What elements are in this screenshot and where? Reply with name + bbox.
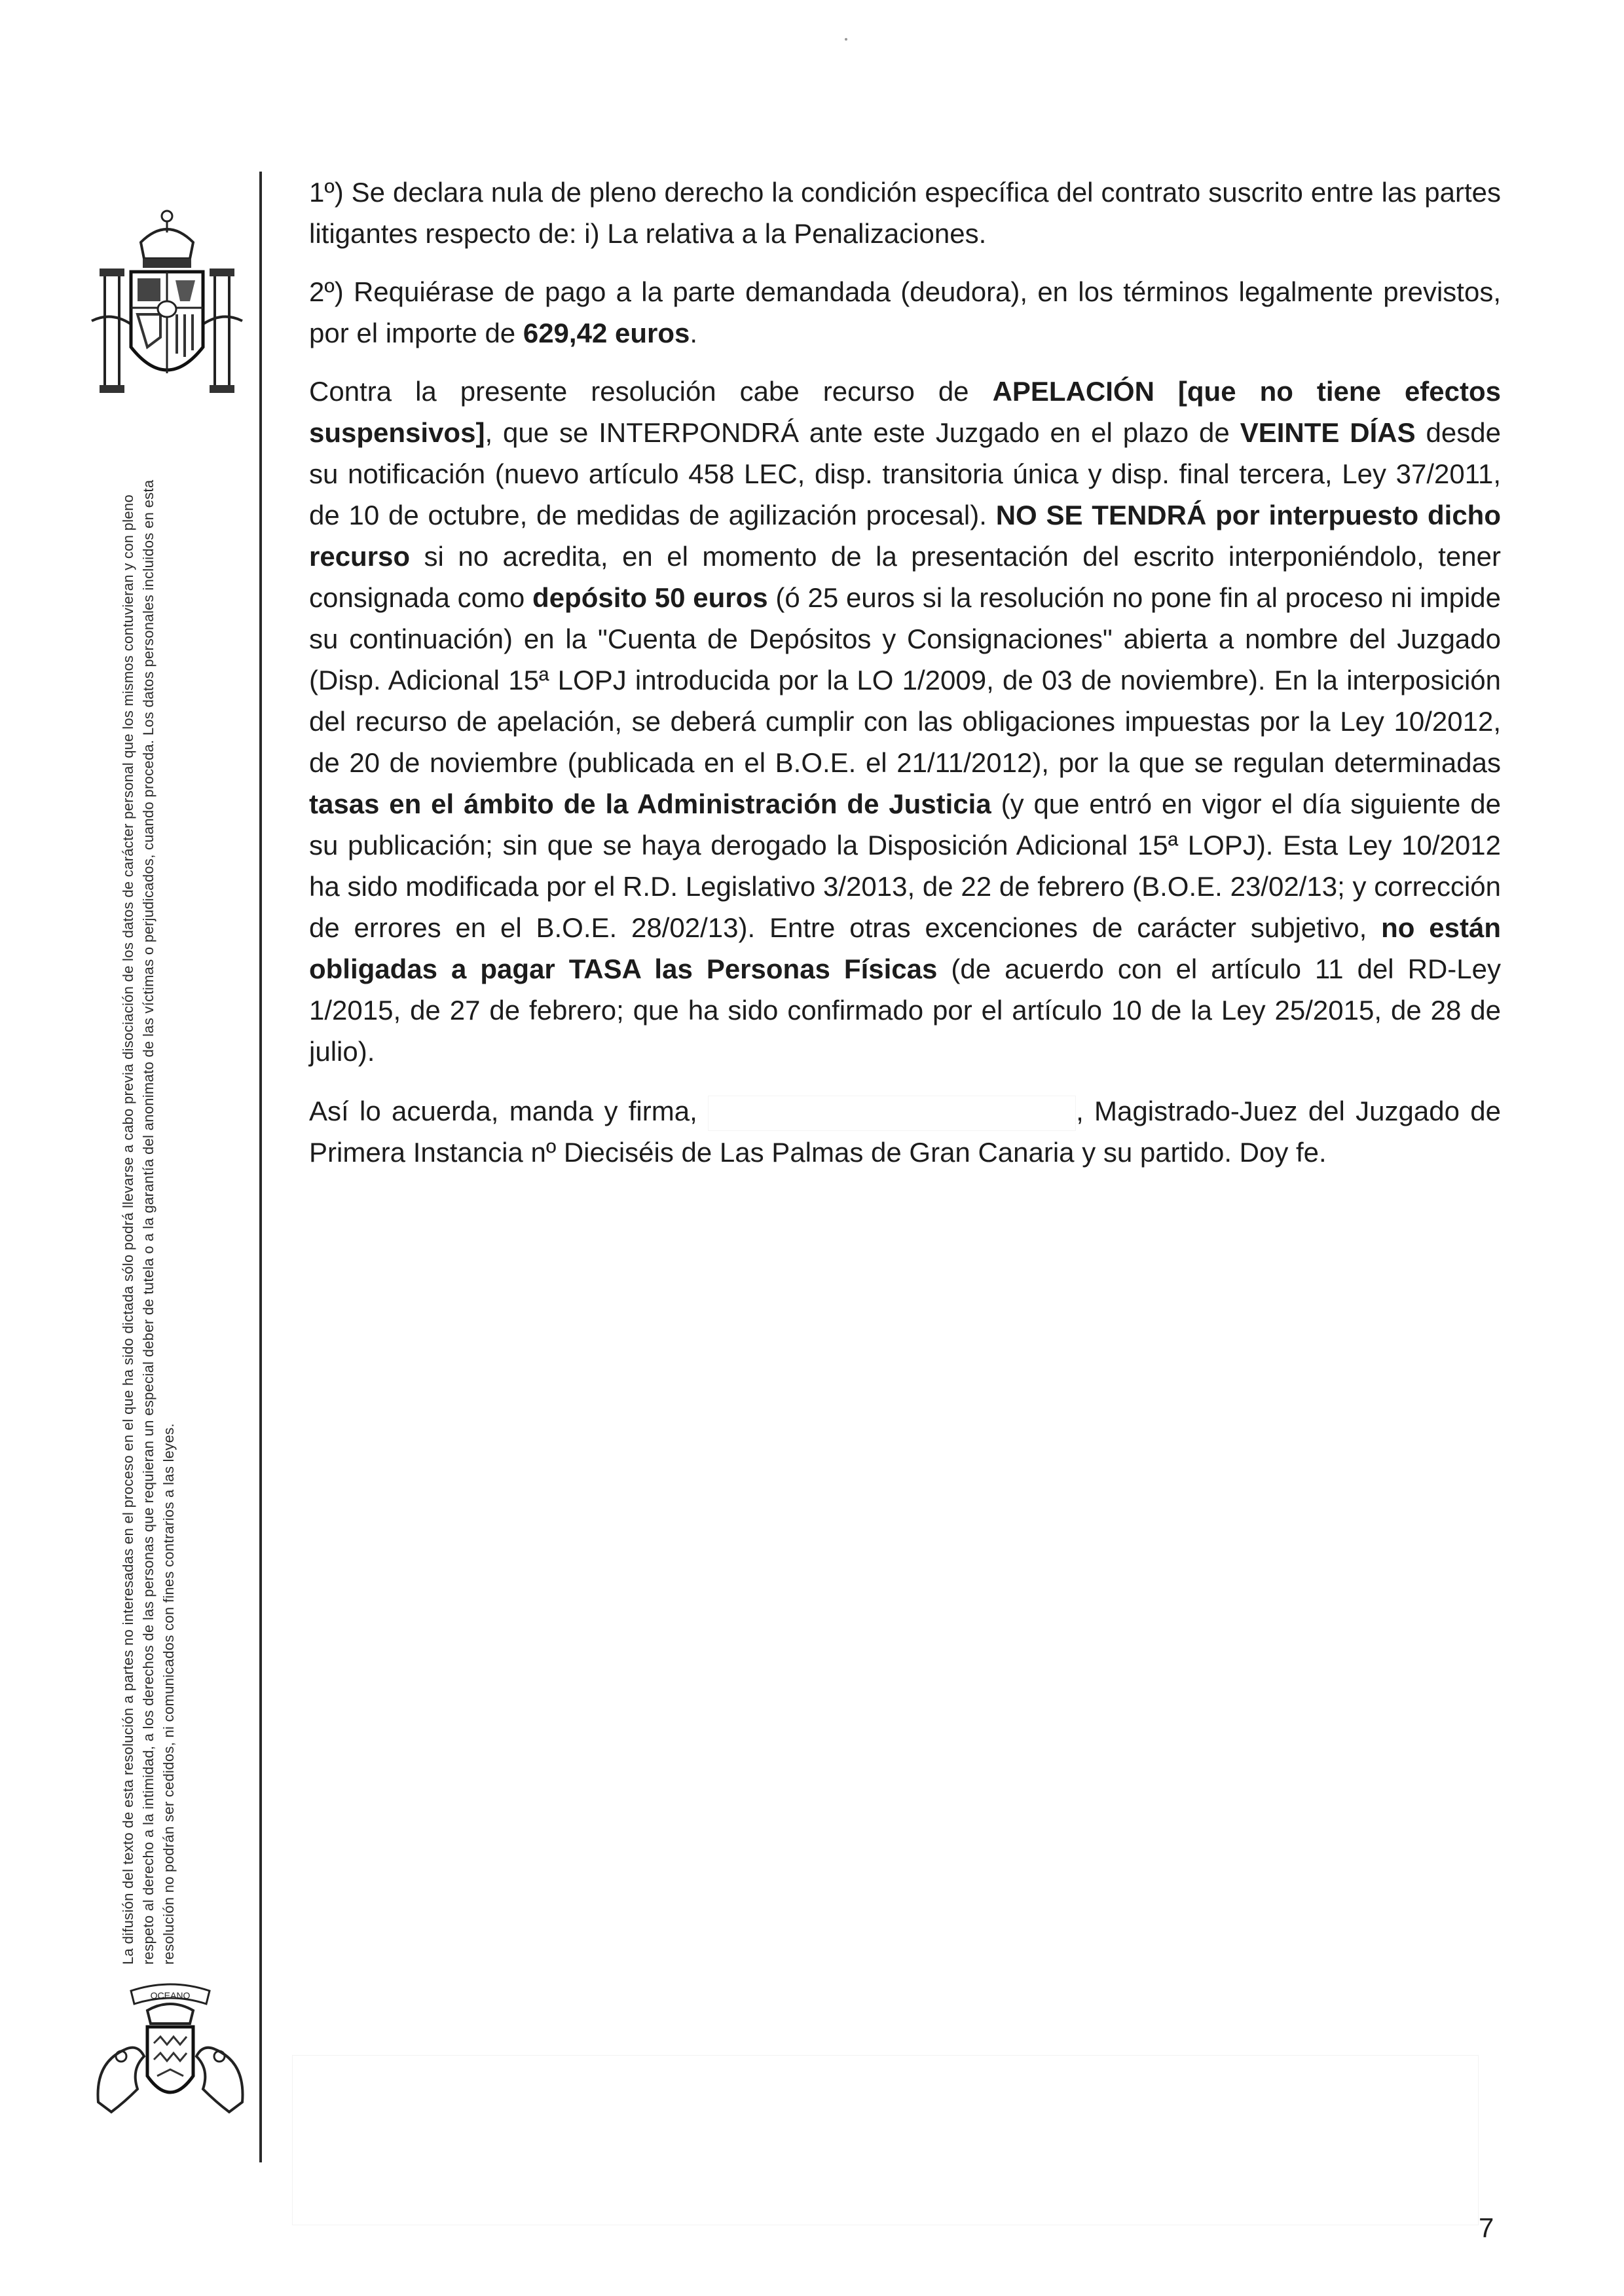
appeal-text-2: desde su notificación (nuevo artículo 458 LEC, disp. transitoria única y disp. final tercera, Ley 37/2011, de 10 de octubre, de medidas de agilización procesal). bbox=[309, 417, 1501, 530]
scan-speck bbox=[845, 38, 847, 41]
appeal-fees: tasas en el ámbito de la Administración de Justicia bbox=[309, 788, 991, 819]
canarias-motto: OCEANO bbox=[150, 1990, 191, 2001]
left-margin-rule bbox=[259, 172, 262, 2162]
spain-coat-of-arms-icon bbox=[85, 196, 249, 406]
appeal-text-5: (y que entró en vigor el día siguiente de su publicación; sin que se haya derogado la Disposición Adicional 15ª LOPJ). Esta Ley 10/2012 ha sido modificada por el R.D. Legislativo 3/2013, de 22 de febrero (B.O.E. 23/02/13; y corrección de errores en el B.O.E. 28/02/13). Entre otras excenciones de carácter subjetivo, bbox=[309, 788, 1502, 943]
page-number: 7 bbox=[1479, 2212, 1494, 2243]
appeal-text-1: , que se INTERPONDRÁ ante este Juzgado en el plazo de bbox=[485, 417, 1240, 448]
appeal-text-3: si no acredita, en el momento de la presentación del escrito interponiéndolo, tener consignada como bbox=[309, 541, 1501, 613]
appeal-condition: NO SE TENDRÁ por interpuesto dicho recurso bbox=[309, 500, 1501, 572]
appeal-intro: Contra la presente resolución cabe recurso de bbox=[309, 376, 993, 407]
data-protection-side-note: La difusión del texto de esta resolución a partes no interesadas en el proceso en el que ha sido dictada sólo podrá llevarse a cabo previa disociación de los datos de carácter personal que los mismos contuvieran y con pleno respeto al derecho a la intimidad, a los derechos de las personas que requieran un especial deber de tutela o a la garantía del anonimato de las víctimas o perjudicados, cuando proceda. Los datos personales incluidos en esta resolución no podrán ser cedidos, ni comunicados con fines contrarios a las leyes. bbox=[120, 479, 177, 1965]
paragraph-appeal bbox=[309, 371, 1501, 1072]
paragraph-payment bbox=[309, 271, 1501, 354]
payment-amount: 629,42 euros bbox=[523, 318, 690, 348]
appeal-term: VEINTE DÍAS bbox=[1240, 417, 1416, 448]
signature-text: , Magistrado-Juez del Juzgado de Primera Instancia nº Dieciséis de Las Palmas de Gran Canaria y su partido. Doy fe. bbox=[309, 1096, 1501, 1168]
resolution-body bbox=[309, 172, 1501, 1190]
appeal-exemption: no están obligadas a pagar TASA las Personas Físicas bbox=[309, 912, 1502, 984]
signature-intro: Así lo acuerda, manda y firma, bbox=[309, 1096, 709, 1126]
nullity-text: 1º) Se declara nula de pleno derecho la condición específica del contrato suscrito entre las partes litigantes respecto de: i) La relativa a la Penalizaciones. bbox=[309, 177, 1501, 249]
canary-islands-coat-of-arms-icon bbox=[85, 1971, 255, 2122]
appeal-text-6: (de acuerdo con el artículo 11 del RD-Ley 1/2015, de 27 de febrero; que ha sido confirmado por el artículo 10 de la Ley 25/2015, de 28 de julio). bbox=[309, 954, 1502, 1067]
payment-text: 2º) Requiérase de pago a la parte demandada (deudora), en los términos legalmente previstos, por el importe de bbox=[309, 276, 1501, 348]
redacted-judge-name bbox=[708, 1096, 1076, 1131]
paragraph-signature bbox=[309, 1090, 1501, 1173]
paragraph-nullity bbox=[309, 172, 1501, 254]
redacted-footer-block bbox=[292, 2055, 1479, 2225]
appeal-type: APELACIÓN [que no tiene efectos suspensivos] bbox=[309, 376, 1502, 448]
appeal-deposit: depósito 50 euros bbox=[532, 582, 768, 613]
appeal-text-4: (ó 25 euros si la resolución no pone fin al proceso ni impide su continuación) en la "Cuenta de Depósitos y Consignaciones" abierta a nombre del Juzgado (Disp. Adicional 15ª LOPJ introducida por la LO 1/2009, de 03 de noviembre). En la interposición del recurso de apelación, se deberá cumplir con las obligaciones impuestas por la Ley 10/2012, de 20 de noviembre (publicada en el B.O.E. el 21/11/2012), por la que se regulan determinadas bbox=[309, 582, 1502, 778]
payment-end: . bbox=[690, 318, 698, 348]
